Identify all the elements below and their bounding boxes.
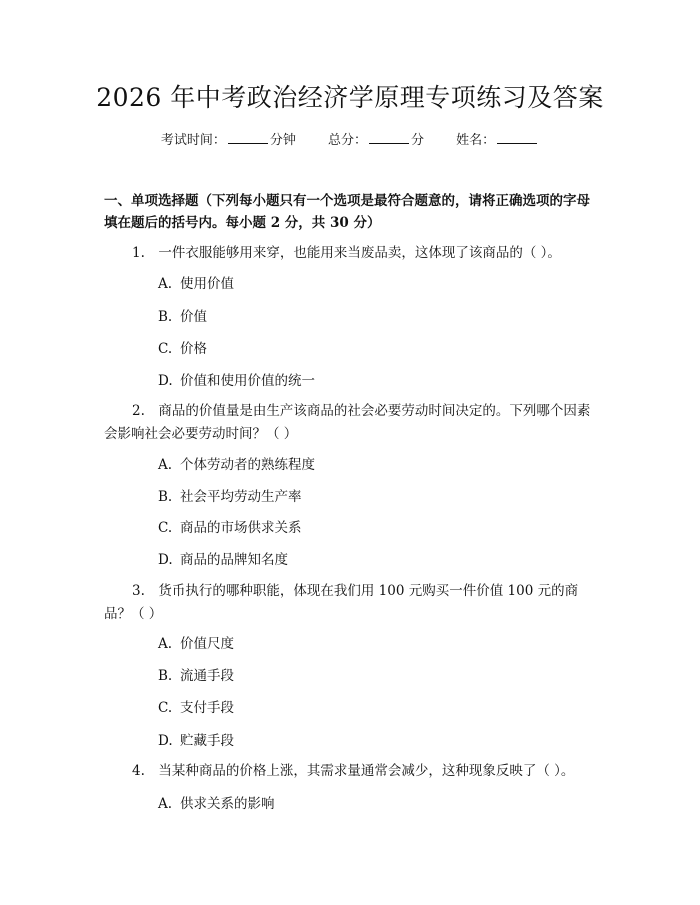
option-text: 使用价值: [180, 276, 234, 292]
option-text: 社会平均劳动生产率: [180, 489, 302, 505]
question-2-option-d: [158, 550, 288, 570]
question-3-option-c: [158, 698, 234, 718]
question-3-option-a: [158, 634, 234, 654]
question-2-option-c: [158, 518, 302, 538]
option-text: 流通手段: [180, 668, 234, 684]
option-text: 供求关系的影响: [180, 796, 275, 812]
time-label: 考试时间：: [160, 133, 226, 148]
exam-meta: [0, 130, 700, 152]
option-letter: C.: [158, 700, 173, 716]
time-blank: [228, 130, 268, 144]
question-3-option-d: [158, 731, 234, 751]
name-field: [456, 130, 539, 152]
option-text: 价值和使用价值的统一: [180, 373, 315, 389]
option-letter: A.: [158, 276, 173, 292]
section-heading: 一、单项选择题（下列每小题只有一个选项是最符合题意的，请将正确选项的字母填在题后的括号内。每小题 2 分，共 30 分）: [104, 193, 590, 231]
option-text: 支付手段: [180, 700, 234, 716]
score-blank: [369, 130, 409, 144]
question-2-option-a: [158, 455, 315, 475]
option-letter: B.: [158, 489, 173, 505]
question-3-option-b: [158, 666, 234, 686]
question-1: 1. 一件衣服能够用来穿，也能用来当废品卖，这体现了该商品的（ ）。: [132, 245, 561, 261]
question-2-option-b: [158, 487, 302, 507]
question-3: 3. 货币执行的哪种职能，体现在我们用 100 元购买一件价值 100 元的商品？（ ）: [104, 583, 579, 622]
option-text: 价值: [180, 309, 207, 325]
score-field: [328, 130, 424, 152]
question-1-option-b: [158, 307, 207, 327]
page-title: 2026 年中考政治经济学原理专项练习及答案: [96, 83, 604, 112]
time-field: [161, 130, 296, 152]
option-letter: B.: [158, 309, 173, 325]
question-4-option-a: [158, 794, 275, 814]
question-4: 4. 当某种商品的价格上涨，其需求量通常会减少，这种现象反映了（ ）。: [132, 763, 575, 779]
name-label: 姓名：: [456, 133, 496, 148]
option-text: 商品的品牌知名度: [180, 552, 288, 568]
option-text: 商品的市场供求关系: [180, 520, 302, 536]
option-text: 贮藏手段: [180, 733, 234, 749]
time-unit: 分钟: [269, 133, 296, 148]
option-text: 个体劳动者的熟练程度: [180, 457, 315, 473]
option-text: 价值尺度: [180, 636, 234, 652]
question-1-option-c: [158, 339, 207, 359]
option-letter: D.: [158, 552, 173, 568]
question-1-option-d: [158, 371, 315, 391]
name-blank: [497, 130, 537, 144]
score-unit: 分: [411, 133, 425, 148]
option-letter: D.: [158, 733, 173, 749]
option-letter: C.: [158, 520, 173, 536]
score-label: 总分：: [327, 133, 367, 148]
option-text: 价格: [180, 341, 207, 357]
option-letter: D.: [158, 373, 173, 389]
option-letter: A.: [158, 636, 173, 652]
option-letter: A.: [158, 457, 173, 473]
option-letter: A.: [158, 796, 173, 812]
question-1-option-a: [158, 274, 234, 294]
option-letter: B.: [158, 668, 173, 684]
option-letter: C.: [158, 341, 173, 357]
question-2: 2. 商品的价值量是由生产该商品的社会必要劳动时间决定的。下列哪个因素会影响社会必要劳动时间？（ ）: [104, 403, 591, 442]
